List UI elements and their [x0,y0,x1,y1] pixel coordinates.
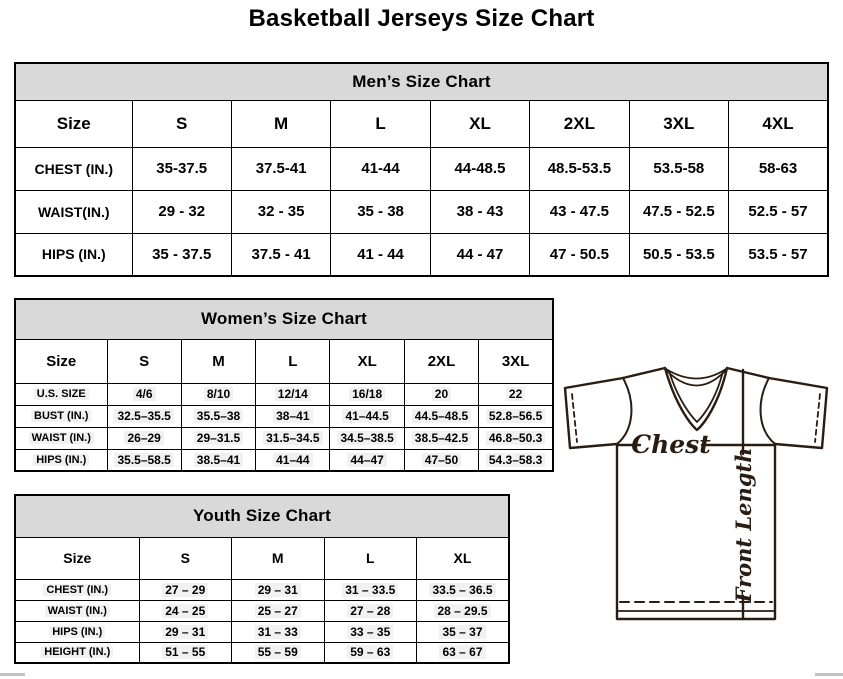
size-value-cell: 48.5-53.5 [530,147,629,190]
table-row [15,383,553,405]
column-header: S [132,100,231,147]
column-header: L [256,339,330,383]
size-value-cell: 32 - 35 [231,190,330,233]
size-value-cell: 28 – 29.5 [417,600,510,621]
size-value-cell: 52.8–56.5 [479,405,553,427]
table-row [15,579,509,600]
table-title: Men’s Size Chart [15,63,828,100]
size-value-cell: 43 - 47.5 [530,190,629,233]
scrollbar-fragment-right[interactable] [815,673,843,676]
table-row [15,405,553,427]
column-header: 3XL [479,339,553,383]
size-value-cell: 37.5 - 41 [231,233,330,276]
table-row [15,642,509,663]
column-header: Size [15,537,139,579]
table-row [15,449,553,471]
mens-size-table [14,62,829,277]
size-value-cell: 22 [479,383,553,405]
column-header: XL [417,537,510,579]
table-row [15,621,509,642]
size-value-cell: 41–44 [256,449,330,471]
womens-size-table [14,298,554,472]
size-value-cell: 47–50 [404,449,478,471]
row-label: HEIGHT (IN.) [15,642,139,663]
youth-size-table [14,494,510,664]
table-row [15,147,828,190]
row-label: WAIST (IN.) [15,600,139,621]
size-value-cell: 51 – 55 [139,642,232,663]
column-header: L [331,100,430,147]
size-value-cell: 29–31.5 [181,427,255,449]
column-header: L [324,537,417,579]
size-value-cell: 35.5–58.5 [107,449,181,471]
column-header: Size [15,339,107,383]
row-label: CHEST (IN.) [15,147,132,190]
size-value-cell: 55 – 59 [232,642,325,663]
size-value-cell: 32.5–35.5 [107,405,181,427]
size-value-cell: 35-37.5 [132,147,231,190]
table-row [15,600,509,621]
size-value-cell: 44.5–48.5 [404,405,478,427]
scrollbar-fragment-left[interactable] [0,673,25,676]
table-row [15,233,828,276]
row-label: HIPS (IN.) [15,449,107,471]
size-value-cell: 59 – 63 [324,642,417,663]
jersey-outline-icon [556,356,843,672]
column-header: M [231,100,330,147]
jersey-measurement-diagram [556,356,843,672]
size-value-cell: 44–47 [330,449,404,471]
size-value-cell: 41–44.5 [330,405,404,427]
table-row [15,190,828,233]
size-value-cell: 20 [404,383,478,405]
size-value-cell: 8/10 [181,383,255,405]
column-header: S [139,537,232,579]
table-row [15,427,553,449]
size-value-cell: 35.5–38 [181,405,255,427]
column-header: 2XL [530,100,629,147]
size-value-cell: 44-48.5 [430,147,529,190]
chest-measure-label: Chest [631,430,711,459]
front-length-measure-label: Front Length [731,447,756,603]
size-value-cell: 41-44 [331,147,430,190]
column-header: 4XL [729,100,828,147]
size-value-cell: 29 – 31 [139,621,232,642]
size-value-cell: 33.5 – 36.5 [417,579,510,600]
row-label: HIPS (IN.) [15,621,139,642]
column-header: XL [430,100,529,147]
page-title: Basketball Jerseys Size Chart [248,5,595,32]
size-value-cell: 12/14 [256,383,330,405]
column-header: S [107,339,181,383]
size-value-cell: 24 – 25 [139,600,232,621]
column-header: M [181,339,255,383]
row-label: WAIST(IN.) [15,190,132,233]
size-value-cell: 35 - 37.5 [132,233,231,276]
row-label: CHEST (IN.) [15,579,139,600]
size-value-cell: 53.5-58 [629,147,728,190]
size-value-cell: 27 – 28 [324,600,417,621]
column-header: 3XL [629,100,728,147]
size-value-cell: 47.5 - 52.5 [629,190,728,233]
column-header: M [232,537,325,579]
size-value-cell: 41 - 44 [331,233,430,276]
size-value-cell: 54.3–58.3 [479,449,553,471]
row-label: HIPS (IN.) [15,233,132,276]
size-value-cell: 47 - 50.5 [530,233,629,276]
column-header: 2XL [404,339,478,383]
size-value-cell: 44 - 47 [430,233,529,276]
size-value-cell: 26–29 [107,427,181,449]
row-label: U.S. SIZE [15,383,107,405]
size-value-cell: 38.5–41 [181,449,255,471]
size-value-cell: 50.5 - 53.5 [629,233,728,276]
size-value-cell: 29 - 32 [132,190,231,233]
size-value-cell: 25 – 27 [232,600,325,621]
size-value-cell: 31.5–34.5 [256,427,330,449]
size-value-cell: 16/18 [330,383,404,405]
row-label: WAIST (IN.) [15,427,107,449]
column-header: Size [15,100,132,147]
size-value-cell: 31 – 33 [232,621,325,642]
size-value-cell: 31 – 33.5 [324,579,417,600]
size-value-cell: 63 – 67 [417,642,510,663]
size-value-cell: 27 – 29 [139,579,232,600]
size-value-cell: 38 - 43 [430,190,529,233]
column-header: XL [330,339,404,383]
size-value-cell: 34.5–38.5 [330,427,404,449]
size-value-cell: 58-63 [729,147,828,190]
table-title: Women’s Size Chart [15,299,553,339]
size-value-cell: 35 - 38 [331,190,430,233]
row-label: BUST (IN.) [15,405,107,427]
size-value-cell: 37.5-41 [231,147,330,190]
size-value-cell: 38–41 [256,405,330,427]
size-value-cell: 38.5–42.5 [404,427,478,449]
size-value-cell: 33 – 35 [324,621,417,642]
size-value-cell: 53.5 - 57 [729,233,828,276]
size-value-cell: 4/6 [107,383,181,405]
size-value-cell: 35 – 37 [417,621,510,642]
size-value-cell: 46.8–50.3 [479,427,553,449]
size-value-cell: 29 – 31 [232,579,325,600]
table-title: Youth Size Chart [15,495,509,537]
size-value-cell: 52.5 - 57 [729,190,828,233]
